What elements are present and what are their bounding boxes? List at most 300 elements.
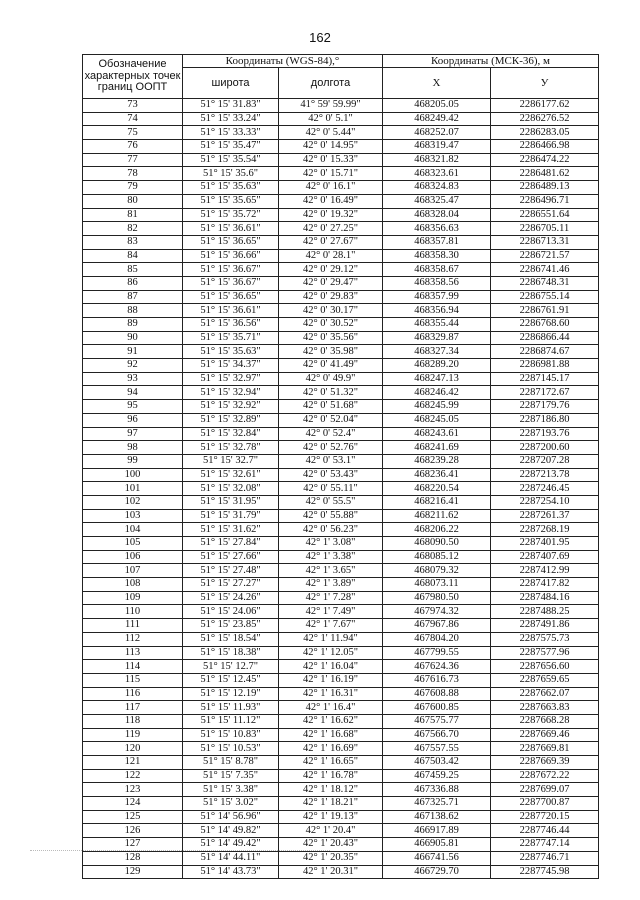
point-id-cell: 122 xyxy=(83,769,183,783)
x-cell: 468357.99 xyxy=(383,290,491,304)
longitude-cell: 42° 0' 19.32" xyxy=(279,208,383,222)
point-id-cell: 112 xyxy=(83,632,183,646)
x-cell: 468329.87 xyxy=(383,331,491,345)
point-id-cell: 100 xyxy=(83,468,183,482)
point-id-cell: 120 xyxy=(83,742,183,756)
y-cell: 2287407.69 xyxy=(491,550,599,564)
point-id-cell: 123 xyxy=(83,783,183,797)
table-row xyxy=(83,318,599,332)
point-id-cell: 73 xyxy=(83,99,183,113)
y-cell: 2287663.83 xyxy=(491,701,599,715)
y-cell: 2286496.71 xyxy=(491,194,599,208)
longitude-cell: 42° 0' 15.33" xyxy=(279,153,383,167)
longitude-cell: 42° 1' 20.35" xyxy=(279,851,383,865)
x-cell: 468358.30 xyxy=(383,249,491,263)
x-cell: 467566.70 xyxy=(383,728,491,742)
point-id-cell: 126 xyxy=(83,824,183,838)
x-cell: 468324.83 xyxy=(383,181,491,195)
longitude-cell: 42° 0' 51.32" xyxy=(279,386,383,400)
longitude-cell: 42° 0' 55.11" xyxy=(279,482,383,496)
y-cell: 2286466.98 xyxy=(491,140,599,154)
x-cell: 468073.11 xyxy=(383,578,491,592)
table-row xyxy=(83,153,599,167)
y-cell: 2287669.81 xyxy=(491,742,599,756)
x-cell: 467557.55 xyxy=(383,742,491,756)
header-wgs84: Координаты (WGS-84),° xyxy=(183,55,383,68)
y-cell: 2286748.31 xyxy=(491,276,599,290)
longitude-cell: 42° 1' 16.65" xyxy=(279,756,383,770)
point-id-cell: 78 xyxy=(83,167,183,181)
point-id-cell: 74 xyxy=(83,112,183,126)
x-cell: 468206.22 xyxy=(383,523,491,537)
longitude-cell: 42° 0' 55.88" xyxy=(279,509,383,523)
x-cell: 468085.12 xyxy=(383,550,491,564)
longitude-cell: 42° 0' 35.98" xyxy=(279,345,383,359)
longitude-cell: 42° 0' 16.49" xyxy=(279,194,383,208)
latitude-cell: 51° 15' 35.6" xyxy=(183,167,279,181)
table-row xyxy=(83,742,599,756)
y-cell: 2286474.22 xyxy=(491,153,599,167)
x-cell: 468327.34 xyxy=(383,345,491,359)
point-id-cell: 80 xyxy=(83,194,183,208)
longitude-cell: 42° 1' 18.21" xyxy=(279,797,383,811)
point-id-cell: 96 xyxy=(83,413,183,427)
x-cell: 467459.25 xyxy=(383,769,491,783)
latitude-cell: 51° 15' 36.56" xyxy=(183,318,279,332)
x-cell: 468328.04 xyxy=(383,208,491,222)
table-row xyxy=(83,263,599,277)
latitude-cell: 51° 14' 44.11" xyxy=(183,851,279,865)
latitude-cell: 51° 15' 10.83" xyxy=(183,728,279,742)
point-id-cell: 79 xyxy=(83,181,183,195)
y-cell: 2287213.78 xyxy=(491,468,599,482)
point-id-cell: 93 xyxy=(83,372,183,386)
point-id-cell: 98 xyxy=(83,441,183,455)
latitude-cell: 51° 15' 32.78" xyxy=(183,441,279,455)
table-row xyxy=(83,331,599,345)
longitude-cell: 42° 1' 7.28" xyxy=(279,591,383,605)
x-cell: 468323.61 xyxy=(383,167,491,181)
table-row xyxy=(83,797,599,811)
table-row xyxy=(83,523,599,537)
longitude-cell: 42° 1' 16.78" xyxy=(279,769,383,783)
x-cell: 468090.50 xyxy=(383,537,491,551)
y-cell: 2286283.05 xyxy=(491,126,599,140)
latitude-cell: 51° 15' 27.48" xyxy=(183,564,279,578)
x-cell: 468245.05 xyxy=(383,413,491,427)
point-id-cell: 83 xyxy=(83,235,183,249)
y-cell: 2286981.88 xyxy=(491,359,599,373)
x-cell: 468205.05 xyxy=(383,99,491,113)
table-row xyxy=(83,810,599,824)
longitude-cell: 42° 1' 16.68" xyxy=(279,728,383,742)
latitude-cell: 51° 15' 36.61" xyxy=(183,222,279,236)
x-cell: 468247.13 xyxy=(383,372,491,386)
longitude-cell: 42° 1' 18.12" xyxy=(279,783,383,797)
latitude-cell: 51° 15' 27.27" xyxy=(183,578,279,592)
table-row xyxy=(83,112,599,126)
point-id-cell: 95 xyxy=(83,400,183,414)
y-cell: 2287193.76 xyxy=(491,427,599,441)
y-cell: 2286761.91 xyxy=(491,304,599,318)
x-cell: 468321.82 xyxy=(383,153,491,167)
latitude-cell: 51° 15' 31.95" xyxy=(183,495,279,509)
x-cell: 467600.85 xyxy=(383,701,491,715)
latitude-cell: 51° 15' 32.97" xyxy=(183,372,279,386)
table-row xyxy=(83,290,599,304)
y-cell: 2287186.80 xyxy=(491,413,599,427)
table-row xyxy=(83,851,599,865)
y-cell: 2287699.07 xyxy=(491,783,599,797)
longitude-cell: 42° 0' 27.25" xyxy=(279,222,383,236)
point-id-cell: 76 xyxy=(83,140,183,154)
table-row xyxy=(83,564,599,578)
point-id-cell: 109 xyxy=(83,591,183,605)
x-cell: 468245.99 xyxy=(383,400,491,414)
latitude-cell: 51° 15' 31.62" xyxy=(183,523,279,537)
latitude-cell: 51° 15' 23.85" xyxy=(183,619,279,633)
point-id-cell: 89 xyxy=(83,318,183,332)
y-cell: 2287179.76 xyxy=(491,400,599,414)
longitude-cell: 42° 1' 16.19" xyxy=(279,673,383,687)
y-cell: 2286705.11 xyxy=(491,222,599,236)
table-row xyxy=(83,126,599,140)
header-point-designation: Обозначение характерных точек границ ООПТ xyxy=(83,55,183,99)
point-id-cell: 81 xyxy=(83,208,183,222)
latitude-cell: 51° 15' 18.38" xyxy=(183,646,279,660)
latitude-cell: 51° 15' 31.83" xyxy=(183,99,279,113)
table-row xyxy=(83,756,599,770)
longitude-cell: 42° 1' 3.65" xyxy=(279,564,383,578)
table-row xyxy=(83,99,599,113)
y-cell: 2287668.28 xyxy=(491,714,599,728)
point-id-cell: 125 xyxy=(83,810,183,824)
table-row xyxy=(83,509,599,523)
point-id-cell: 105 xyxy=(83,537,183,551)
point-id-cell: 88 xyxy=(83,304,183,318)
point-id-cell: 82 xyxy=(83,222,183,236)
table-row xyxy=(83,865,599,879)
boundary-points-table xyxy=(82,54,599,879)
x-cell: 467575.77 xyxy=(383,714,491,728)
longitude-cell: 42° 1' 16.4" xyxy=(279,701,383,715)
latitude-cell: 51° 15' 36.65" xyxy=(183,290,279,304)
longitude-cell: 42° 0' 15.71" xyxy=(279,167,383,181)
longitude-cell: 42° 0' 14.95" xyxy=(279,140,383,154)
x-cell: 468236.41 xyxy=(383,468,491,482)
longitude-cell: 42° 0' 41.49" xyxy=(279,359,383,373)
point-id-cell: 101 xyxy=(83,482,183,496)
point-id-cell: 75 xyxy=(83,126,183,140)
y-cell: 2287577.96 xyxy=(491,646,599,660)
longitude-cell: 41° 59' 59.99" xyxy=(279,99,383,113)
table-row xyxy=(83,304,599,318)
y-cell: 2287484.16 xyxy=(491,591,599,605)
longitude-cell: 42° 0' 28.1" xyxy=(279,249,383,263)
table-row xyxy=(83,386,599,400)
y-cell: 2286481.62 xyxy=(491,167,599,181)
point-id-cell: 86 xyxy=(83,276,183,290)
y-cell: 2287720.15 xyxy=(491,810,599,824)
x-cell: 467967.86 xyxy=(383,619,491,633)
header-y: У xyxy=(491,68,599,99)
x-cell: 468216.41 xyxy=(383,495,491,509)
x-cell: 467624.36 xyxy=(383,660,491,674)
x-cell: 467799.55 xyxy=(383,646,491,660)
longitude-cell: 42° 1' 16.62" xyxy=(279,714,383,728)
y-cell: 2286866.44 xyxy=(491,331,599,345)
y-cell: 2287207.28 xyxy=(491,454,599,468)
table-row xyxy=(83,605,599,619)
latitude-cell: 51° 15' 32.89" xyxy=(183,413,279,427)
latitude-cell: 51° 15' 12.19" xyxy=(183,687,279,701)
x-cell: 468211.62 xyxy=(383,509,491,523)
longitude-cell: 42° 1' 12.05" xyxy=(279,646,383,660)
x-cell: 468357.81 xyxy=(383,235,491,249)
y-cell: 2287746.44 xyxy=(491,824,599,838)
y-cell: 2286713.31 xyxy=(491,235,599,249)
point-id-cell: 117 xyxy=(83,701,183,715)
y-cell: 2286721.57 xyxy=(491,249,599,263)
table-row xyxy=(83,235,599,249)
x-cell: 468239.28 xyxy=(383,454,491,468)
y-cell: 2287246.45 xyxy=(491,482,599,496)
point-id-cell: 90 xyxy=(83,331,183,345)
point-id-cell: 85 xyxy=(83,263,183,277)
y-cell: 2287656.60 xyxy=(491,660,599,674)
x-cell: 468358.56 xyxy=(383,276,491,290)
longitude-cell: 42° 0' 53.1" xyxy=(279,454,383,468)
point-id-cell: 106 xyxy=(83,550,183,564)
latitude-cell: 51° 15' 24.26" xyxy=(183,591,279,605)
point-id-cell: 110 xyxy=(83,605,183,619)
y-cell: 2287200.60 xyxy=(491,441,599,455)
latitude-cell: 51° 15' 32.92" xyxy=(183,400,279,414)
x-cell: 467336.88 xyxy=(383,783,491,797)
y-cell: 2287746.71 xyxy=(491,851,599,865)
latitude-cell: 51° 15' 36.67" xyxy=(183,263,279,277)
longitude-cell: 42° 0' 35.56" xyxy=(279,331,383,345)
y-cell: 2286551.64 xyxy=(491,208,599,222)
longitude-cell: 42° 1' 3.89" xyxy=(279,578,383,592)
latitude-cell: 51° 15' 35.63" xyxy=(183,181,279,195)
header-longitude: долгота xyxy=(279,68,383,99)
y-cell: 2287261.37 xyxy=(491,509,599,523)
longitude-cell: 42° 1' 3.08" xyxy=(279,537,383,551)
x-cell: 466917.89 xyxy=(383,824,491,838)
x-cell: 468289.20 xyxy=(383,359,491,373)
x-cell: 468079.32 xyxy=(383,564,491,578)
table-row xyxy=(83,140,599,154)
latitude-cell: 51° 15' 8.78" xyxy=(183,756,279,770)
table-row xyxy=(83,673,599,687)
point-id-cell: 128 xyxy=(83,851,183,865)
longitude-cell: 42° 1' 16.31" xyxy=(279,687,383,701)
header-msk36: Координаты (МСК-36), м xyxy=(383,55,599,68)
point-id-cell: 119 xyxy=(83,728,183,742)
point-id-cell: 87 xyxy=(83,290,183,304)
x-cell: 467616.73 xyxy=(383,673,491,687)
x-cell: 467974.32 xyxy=(383,605,491,619)
header-x: X xyxy=(383,68,491,99)
y-cell: 2286741.46 xyxy=(491,263,599,277)
x-cell: 468246.42 xyxy=(383,386,491,400)
latitude-cell: 51° 15' 3.02" xyxy=(183,797,279,811)
table-row xyxy=(83,345,599,359)
table-row xyxy=(83,728,599,742)
y-cell: 2287575.73 xyxy=(491,632,599,646)
table-row xyxy=(83,537,599,551)
table-row xyxy=(83,701,599,715)
latitude-cell: 51° 15' 36.61" xyxy=(183,304,279,318)
table-row xyxy=(83,619,599,633)
latitude-cell: 51° 15' 24.06" xyxy=(183,605,279,619)
y-cell: 2287491.86 xyxy=(491,619,599,633)
latitude-cell: 51° 15' 32.7" xyxy=(183,454,279,468)
latitude-cell: 51° 15' 7.35" xyxy=(183,769,279,783)
latitude-cell: 51° 15' 32.84" xyxy=(183,427,279,441)
latitude-cell: 51° 15' 35.65" xyxy=(183,194,279,208)
y-cell: 2287669.46 xyxy=(491,728,599,742)
latitude-cell: 51° 15' 32.61" xyxy=(183,468,279,482)
point-id-cell: 108 xyxy=(83,578,183,592)
table-row xyxy=(83,441,599,455)
table-row xyxy=(83,495,599,509)
x-cell: 468241.69 xyxy=(383,441,491,455)
latitude-cell: 51° 15' 27.66" xyxy=(183,550,279,564)
point-id-cell: 77 xyxy=(83,153,183,167)
latitude-cell: 51° 15' 34.37" xyxy=(183,359,279,373)
x-cell: 468358.67 xyxy=(383,263,491,277)
longitude-cell: 42° 0' 29.83" xyxy=(279,290,383,304)
latitude-cell: 51° 15' 35.72" xyxy=(183,208,279,222)
x-cell: 467980.50 xyxy=(383,591,491,605)
x-cell: 468243.61 xyxy=(383,427,491,441)
point-id-cell: 121 xyxy=(83,756,183,770)
longitude-cell: 42° 1' 20.4" xyxy=(279,824,383,838)
point-id-cell: 114 xyxy=(83,660,183,674)
x-cell: 468355.44 xyxy=(383,318,491,332)
x-cell: 467325.71 xyxy=(383,797,491,811)
point-id-cell: 124 xyxy=(83,797,183,811)
longitude-cell: 42° 0' 30.52" xyxy=(279,318,383,332)
latitude-cell: 51° 15' 11.93" xyxy=(183,701,279,715)
point-id-cell: 94 xyxy=(83,386,183,400)
x-cell: 468252.07 xyxy=(383,126,491,140)
point-id-cell: 129 xyxy=(83,865,183,879)
point-id-cell: 116 xyxy=(83,687,183,701)
latitude-cell: 51° 15' 12.45" xyxy=(183,673,279,687)
latitude-cell: 51° 14' 56.96" xyxy=(183,810,279,824)
table-row xyxy=(83,783,599,797)
table-row xyxy=(83,454,599,468)
longitude-cell: 42° 0' 56.23" xyxy=(279,523,383,537)
x-cell: 466905.81 xyxy=(383,838,491,852)
longitude-cell: 42° 0' 27.67" xyxy=(279,235,383,249)
page-number: 162 xyxy=(309,30,331,45)
latitude-cell: 51° 15' 33.33" xyxy=(183,126,279,140)
table-row xyxy=(83,769,599,783)
point-id-cell: 115 xyxy=(83,673,183,687)
table-row xyxy=(83,372,599,386)
longitude-cell: 42° 0' 5.1" xyxy=(279,112,383,126)
table-row xyxy=(83,578,599,592)
longitude-cell: 42° 0' 5.44" xyxy=(279,126,383,140)
y-cell: 2287669.39 xyxy=(491,756,599,770)
point-id-cell: 127 xyxy=(83,838,183,852)
table-row xyxy=(83,276,599,290)
table-row xyxy=(83,427,599,441)
longitude-cell: 42° 0' 51.68" xyxy=(279,400,383,414)
latitude-cell: 51° 15' 18.54" xyxy=(183,632,279,646)
longitude-cell: 42° 1' 20.43" xyxy=(279,838,383,852)
point-id-cell: 91 xyxy=(83,345,183,359)
bottom-rule xyxy=(30,850,330,851)
longitude-cell: 42° 0' 49.9" xyxy=(279,372,383,386)
longitude-cell: 42° 0' 52.04" xyxy=(279,413,383,427)
longitude-cell: 42° 0' 53.43" xyxy=(279,468,383,482)
point-id-cell: 113 xyxy=(83,646,183,660)
longitude-cell: 42° 1' 16.04" xyxy=(279,660,383,674)
y-cell: 2286768.60 xyxy=(491,318,599,332)
y-cell: 2287145.17 xyxy=(491,372,599,386)
longitude-cell: 42° 1' 7.49" xyxy=(279,605,383,619)
table-row xyxy=(83,687,599,701)
table-row xyxy=(83,167,599,181)
y-cell: 2287412.99 xyxy=(491,564,599,578)
longitude-cell: 42° 1' 16.69" xyxy=(279,742,383,756)
latitude-cell: 51° 15' 27.84" xyxy=(183,537,279,551)
table-row xyxy=(83,482,599,496)
latitude-cell: 51° 15' 35.71" xyxy=(183,331,279,345)
table-body xyxy=(83,99,599,879)
latitude-cell: 51° 15' 33.24" xyxy=(183,112,279,126)
longitude-cell: 42° 0' 30.17" xyxy=(279,304,383,318)
point-id-cell: 92 xyxy=(83,359,183,373)
table-row xyxy=(83,359,599,373)
longitude-cell: 42° 1' 19.13" xyxy=(279,810,383,824)
longitude-cell: 42° 0' 52.76" xyxy=(279,441,383,455)
point-id-cell: 118 xyxy=(83,714,183,728)
latitude-cell: 51° 14' 49.82" xyxy=(183,824,279,838)
latitude-cell: 51° 15' 32.94" xyxy=(183,386,279,400)
y-cell: 2286489.13 xyxy=(491,181,599,195)
table-row xyxy=(83,646,599,660)
table-row xyxy=(83,194,599,208)
y-cell: 2287745.98 xyxy=(491,865,599,879)
longitude-cell: 42° 1' 7.67" xyxy=(279,619,383,633)
latitude-cell: 51° 15' 12.7" xyxy=(183,660,279,674)
point-id-cell: 99 xyxy=(83,454,183,468)
latitude-cell: 51° 15' 35.63" xyxy=(183,345,279,359)
x-cell: 468356.63 xyxy=(383,222,491,236)
y-cell: 2287700.87 xyxy=(491,797,599,811)
x-cell: 468356.94 xyxy=(383,304,491,318)
y-cell: 2287254.10 xyxy=(491,495,599,509)
y-cell: 2287172.67 xyxy=(491,386,599,400)
y-cell: 2287662.07 xyxy=(491,687,599,701)
y-cell: 2287417.82 xyxy=(491,578,599,592)
y-cell: 2287488.25 xyxy=(491,605,599,619)
x-cell: 467608.88 xyxy=(383,687,491,701)
table-row xyxy=(83,632,599,646)
longitude-cell: 42° 0' 29.12" xyxy=(279,263,383,277)
longitude-cell: 42° 1' 3.38" xyxy=(279,550,383,564)
y-cell: 2287401.95 xyxy=(491,537,599,551)
table-row xyxy=(83,400,599,414)
table-row xyxy=(83,413,599,427)
point-id-cell: 97 xyxy=(83,427,183,441)
